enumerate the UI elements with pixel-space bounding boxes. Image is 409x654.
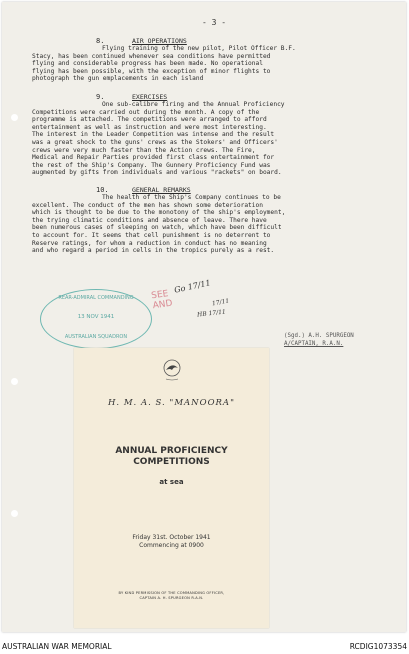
text-line: the rest of the Ship's Company. The Gunnery Proficiency Fund was [32,161,271,169]
punch-hole [11,510,18,517]
punch-hole [11,114,18,121]
programme-time: Commencing at 0900 [139,542,204,549]
ship-crest-icon [160,356,184,382]
signature-name: (Sgd.) A.H. SPURGEON [284,333,354,339]
text-line: Reserve ratings, for whom a reduction in conduct has no meaning [32,239,267,247]
text-line: Competitions were carried out during the month. A copy of the [32,108,260,116]
page-number: - 3 - [202,18,227,27]
paragraph-number: 8. [96,37,105,45]
text-line: to account for. It seems that cell punishment is no deterrent to [32,231,271,239]
red-stamp-text: SEE [150,289,170,302]
ship-name: H. M. A. S. "MANOORA" [108,398,235,408]
record-id: RCDIG1073354 [349,642,407,651]
text-line: which is thought to be due to the monotony of the ship's employment, [32,209,286,217]
stamp-text: AUSTRALIAN SQUADRON [64,334,128,340]
paragraph-number: 9. [96,93,105,101]
punch-hole [11,378,18,385]
programme-date: Friday 31st. October 1941 [132,534,211,541]
text-line: One sub-calibre firing and the Annual Proficiency [102,101,285,108]
paragraph-number: 10. [96,186,109,194]
red-stamp-text: AND [152,298,174,312]
paragraph-heading: EXERCISES [132,93,168,101]
programme-footer-line: CAPTAIN A. H. SPURGEON R.A.N. [139,596,204,600]
text-line: augmented by gifts from individuals and various "rackets" on board. [32,169,282,177]
programme-footer-line: BY KIND PERMISSION OF THE COMMANDING OFFICER, [118,591,225,595]
text-line: been numerous cases of sleeping on watch, which have been difficult [32,224,282,232]
attached-programme-card [74,348,269,628]
programme-subtitle: at sea [159,478,184,486]
signature-block [284,332,354,348]
paragraph-exercises [32,94,392,184]
text-line: flying has been possible, with the exception of minor flights to [32,67,271,75]
paragraph-general-remarks [32,187,392,263]
stamp-date: 13 NOV 1941 [77,314,115,320]
handwritten-initials: Go 17/11 [173,278,212,295]
text-line: Medical and Repair Parties provided first class entertainment for [32,154,275,162]
archive-footer [0,640,409,654]
text-line: flying and considerable progress has been made. No operational [32,60,263,68]
paragraph-air-operations [32,38,392,86]
text-line: Flying training of the new pilot, Pilot Officer B.F. [102,45,296,52]
programme-title [74,446,269,468]
text-line: and who regard a period in cells in the tropics purely as a rest. [32,247,275,255]
text-line: entertainment as well as instruction and were most interesting. [32,123,267,131]
archive-name: AUSTRALIAN WAR MEMORIAL [2,642,112,651]
handwritten-initials: 17/11 [211,297,230,308]
red-stamp [151,289,173,312]
text-line: was a great shock to the guns' crews as the Stokers' and Officers' [32,138,278,146]
programme-title-line: ANNUAL PROFICIENCY [115,446,228,456]
text-line: the trying climatic conditions and absence of leave. There have [32,216,267,224]
text-line: crews were very much faster than the Action crews. The Fire, [32,146,256,154]
text-line: excellent. The conduct of the men has shown some deterioration [32,201,263,209]
text-line: programme is attached. The competitions were arranged to afford [32,116,267,124]
programme-footer [74,591,269,601]
text-line: Stacy, has been continued whenever sea conditions have permitted [32,52,271,60]
received-stamp [40,289,152,349]
programme-title-line: COMPETITIONS [133,457,210,467]
handwritten-initials: HB 17/11 [196,308,227,319]
stamp-text: REAR-ADMIRAL COMMANDING [58,295,134,301]
paragraph-heading: GENERAL REMARKS [132,186,191,194]
paragraph-heading: AIR OPERATIONS [132,37,187,45]
text-line: photograph the gun emplacements in each island [32,75,204,83]
paragraph-body [32,194,392,255]
text-line: The health of the Ship's Company continues to be [102,194,281,201]
paragraph-body [32,45,392,83]
text-line: The interest in the Leader Competition was intense and the result [32,131,275,139]
paragraph-body [32,101,392,177]
signature-rank: A/CAPTAIN, R.A.N. [284,341,344,347]
document-page [2,2,406,632]
